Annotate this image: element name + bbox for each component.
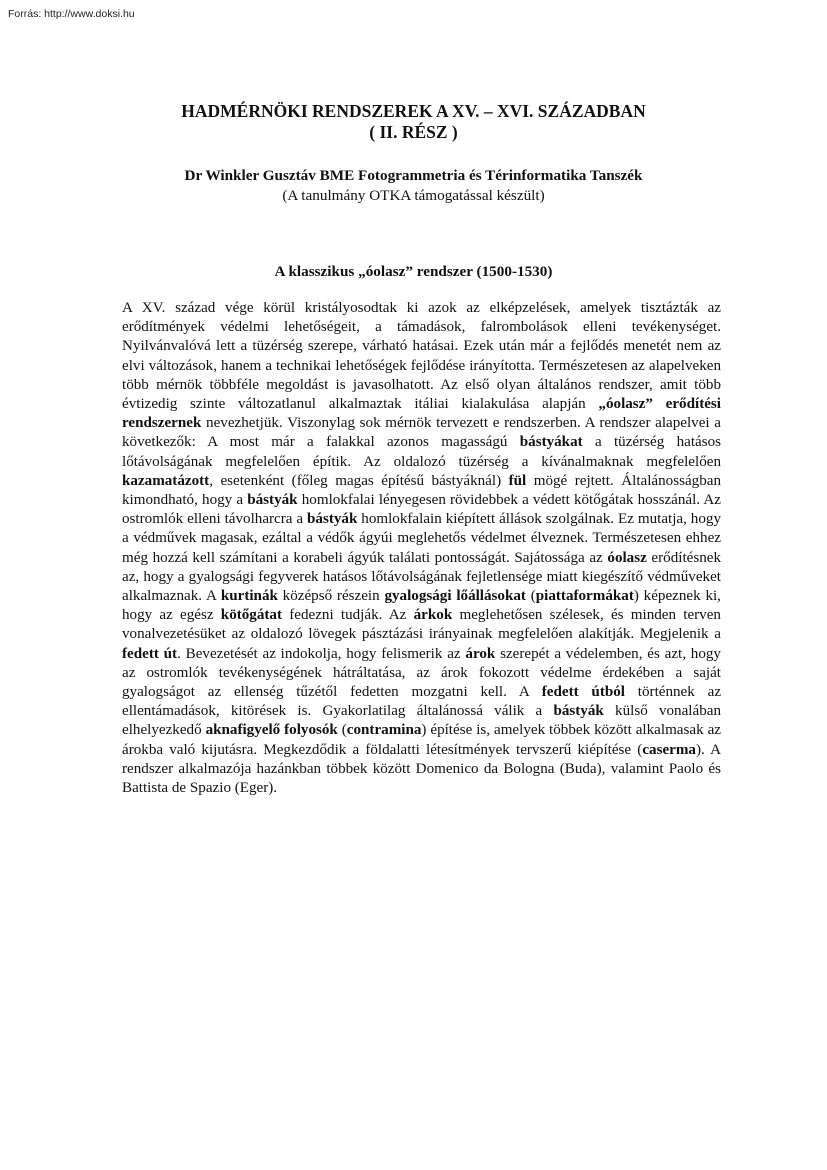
bold-term: contramina xyxy=(346,722,422,739)
bold-term: óolasz xyxy=(607,549,647,566)
bold-term: bástyákat xyxy=(519,434,583,451)
text-run: , esetenként (főleg magas építésű bástyáknál) xyxy=(209,472,509,489)
bold-term: piattaformákat xyxy=(535,588,634,605)
bold-term: kazamatázott xyxy=(122,472,210,489)
text-run: a tüzérség hatásos lőtávolságának megfelelően építik. Az oldalozó tüzérség a kívánalmaknak megfelelően xyxy=(122,434,722,470)
funding-note: (A tanulmány OTKA támogatással készült) xyxy=(282,187,545,204)
text-run: . Bevezetését az indokolja, hogy felismerik az xyxy=(177,645,466,662)
section-heading: A klasszikus „óolasz” rendszer (1500-1530) xyxy=(274,263,553,280)
text-run: nevezhetjük. Viszonylag sok mérnök tervezett e rendszerben. A rendszer alapelvei a következők: A most már a falakkal azonos magasságú xyxy=(122,415,721,451)
document-title: HADMÉRNÖKI RENDSZEREK A XV. – XVI. SZÁZADBAN xyxy=(181,101,646,121)
document-subtitle: ( II. RÉSZ ) xyxy=(369,122,458,142)
bold-term: caserma xyxy=(642,741,696,758)
text-run: középső részein xyxy=(277,588,385,605)
text-run: ) építése is, amelyek többek között alkalmasak az árokba való kijutásra. Megkezdődik a földalatti létesítmények tervszerű kiépítése ( xyxy=(122,722,721,758)
text-run: ) képeznek ki, hogy az egész xyxy=(122,588,721,624)
bold-term: aknafigyelő folyosók xyxy=(205,722,338,739)
text-run: külső vonalában elhelyezkedő xyxy=(122,703,721,739)
bold-term: gyalogsági lőállásokat xyxy=(384,588,526,605)
text-run: ). A rendszer alkalmazója hazánkban többek között Domenico da Bologna (Buda), valamint Paolo és Battista de Spazio (Eger). xyxy=(122,741,722,797)
author-line: Dr Winkler Gusztáv BME Fotogrammetria és Térinformatika Tanszék xyxy=(184,167,643,184)
bold-term: „óolasz” erődítési rendszernek xyxy=(122,396,721,432)
text-run: meglehetősen szélesek, és minden terven vonalvezetésüket az oldalozó lövegek pásztázási irányainak megfelelően alakítják. Megjelenik a xyxy=(122,607,721,643)
bold-term: kurtinák xyxy=(220,588,278,605)
text-run: homlokfalain kiépített állások szolgálnak. Ez mutatja, hogy a védművek magasak, ezáltal a védők ágyúi meglehetős védelmet élveznek. Természetesen ehhez még hozzá kell számítani a korabeli ágyúk találati pontosságát. Sajátossága az xyxy=(122,511,721,566)
bold-term: kötőgátat xyxy=(220,607,283,624)
text-run: történnek az ellentámadások, kitörések is. Gyakorlatilag általánossá válik a xyxy=(122,684,722,720)
bold-term: bástyák xyxy=(553,703,604,720)
text-run: ( xyxy=(525,588,536,605)
bold-term: bástyák xyxy=(247,492,298,509)
bold-term: fedett útból xyxy=(541,684,625,701)
text-run: mögé rejtett. Általánosságban kimondható, hogy a xyxy=(122,472,721,509)
text-run: A XV. század vége körül kristályosodtak ki azok az elképzelések, amelyek tisztázták az erődítmények védelmi lehetőségeit, a támadások, falrombolások elleni tevékenységet. Nyilvánvalóvá lett a tüzérség szerepe, várható hatásai. Ezek után már a fejlődés menetét nem az elvi változások, hanem a technikai lehetőségek fejlődése irányította. Természetesen az alapelveken több mérnök többféle megoldást is javasolhatott. Az első olyan általános rendszer, amit több évtizedig szinte változatlanul alkalmaztak itáliai kialakulása alapján xyxy=(122,300,721,413)
body-paragraph xyxy=(122,299,721,798)
source-label: Forrás: http://www.doksi.hu xyxy=(8,8,135,20)
bold-term: bástyák xyxy=(307,511,358,528)
bold-term: árkok xyxy=(413,607,453,624)
bold-term: fül xyxy=(508,472,527,489)
text-run: fedezni tudják. Az xyxy=(282,607,414,624)
text-run: ( xyxy=(337,722,347,739)
bold-term: árok xyxy=(465,645,496,662)
bold-term: fedett út xyxy=(122,645,178,662)
text-run: erődítésnek az, hogy a gyalogsági fegyverek hatásos lőtávolságának fejletlensége miatt kiegészítő védműveket alkalmaznak. A xyxy=(122,549,721,605)
text-run: homlokfalai lényegesen rövidebbek a védett kötőgátak hosszánál. Az ostromlók elleni távolharcra a xyxy=(122,492,721,528)
text-run: szerepét a védelemben, és azt, hogy az ostromlók tevékenységének hátráltatása, az árok fokozott védelme érdekében a saját gyalogságot az ellenség tűzétől fedetten mozgatni kell. A xyxy=(122,645,721,701)
